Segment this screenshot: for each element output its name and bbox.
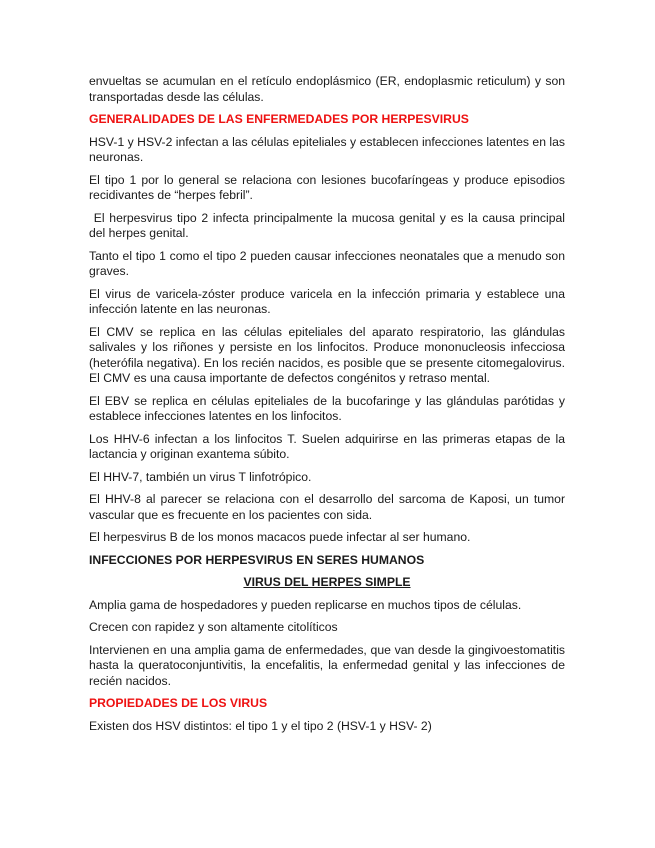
paragraph: El herpesvirus B de los monos macacos puede infectar al ser humano. xyxy=(89,530,471,544)
paragraph: El EBV se replica en células epiteliales de la bucofaringe y las glándulas parótidas y establece infecciones latentes en los linfocitos. xyxy=(89,393,565,423)
paragraph: HSV-1 y HSV-2 infectan a las células epiteliales y establecen infecciones latentes en las neuronas. xyxy=(89,134,565,164)
document-page xyxy=(89,74,569,741)
paragraph: El HHV-7, también un virus T linfotrópico. xyxy=(89,469,312,484)
paragraph: El virus de varicela-zóster produce varicela en la infección primaria y establece una infección latente en las neuronas. xyxy=(89,286,565,316)
paragraph: Existen dos HSV distintos: el tipo 1 y el tipo 2 (HSV-1 y HSV- 2) xyxy=(89,718,432,733)
section-heading-propiedades: PROPIEDADES DE LOS VIRUS xyxy=(89,696,268,710)
paragraph: Los HHV-6 infectan a los linfocitos T. Suelen adquirirse en las primeras etapas de la lactancia y originan exantema súbito. xyxy=(89,431,565,461)
paragraph: El herpesvirus tipo 2 infecta principalmente la mucosa genital y es la causa principal del herpes genital. xyxy=(89,210,569,240)
paragraph: Crecen con rapidez y son altamente citolíticos xyxy=(89,620,338,634)
subsection-heading-virus-herpes-simple: VIRUS DEL HERPES SIMPLE xyxy=(243,575,411,589)
paragraph: El CMV se replica en las células epiteliales del aparato respiratorio, las glándulas salivales y los riñones y persiste en los linfocitos. Produce mononucleosis infecciosa (heterófila negativa). En los recién nacidos, es posible que se presente citomegalovirus. El CMV es una causa importante de defectos congénitos y retraso mental. xyxy=(89,324,565,385)
paragraph: Intervienen en una amplia gama de enfermedades, que van desde la gingivoestomatitis hasta la queratoconjuntivitis, la encefalitis, la enfermedad genital y las infecciones de recién nacidos. xyxy=(89,642,565,688)
paragraph: Amplia gama de hospedadores y pueden replicarse en muchos tipos de células. xyxy=(89,597,522,612)
paragraph: envueltas se acumulan en el retículo endoplásmico (ER, endoplasmic reticulum) y son transportadas desde las células. xyxy=(89,74,565,104)
section-heading-generalidades: GENERALIDADES DE LAS ENFERMEDADES POR HERPESVIRUS xyxy=(89,112,469,126)
paragraph: Tanto el tipo 1 como el tipo 2 pueden causar infecciones neonatales que a menudo son graves. xyxy=(89,248,565,278)
paragraph: El tipo 1 por lo general se relaciona con lesiones bucofaríngeas y produce episodios recidivantes de “herpes febril”. xyxy=(89,172,565,202)
paragraph: El HHV-8 al parecer se relaciona con el desarrollo del sarcoma de Kaposi, un tumor vascular que es frecuente en los pacientes con sida. xyxy=(89,492,565,522)
section-heading-infecciones: INFECCIONES POR HERPESVIRUS EN SERES HUMANOS xyxy=(89,552,425,567)
